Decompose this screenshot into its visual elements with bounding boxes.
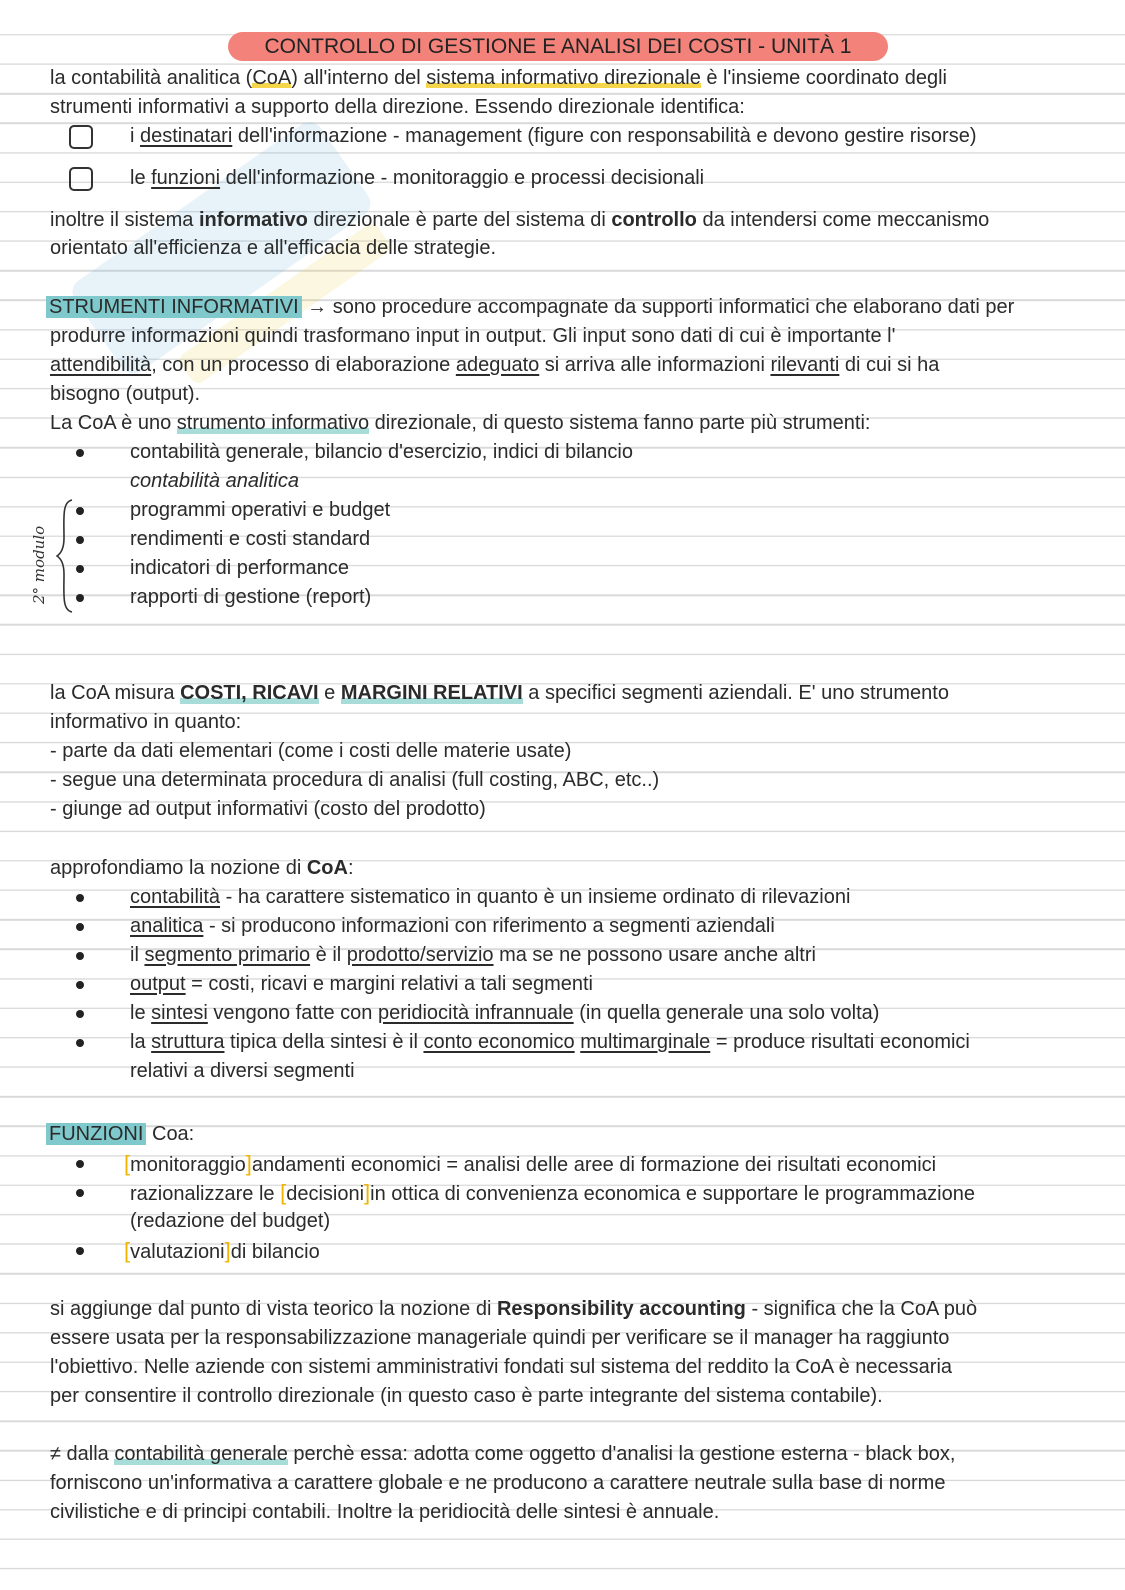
bullet-icon (76, 1039, 84, 1047)
strumenti-label: STRUMENTI INFORMATIVI (46, 296, 302, 318)
bullet-icon (76, 449, 84, 457)
bullet-icon (76, 1010, 84, 1018)
misura-line-1: la CoA misura COSTI, RICAVI e MARGINI RELATIVI a specifici segmenti aziendali. E' uno strumento (50, 682, 949, 704)
resp-line-3: l'obiettivo. Nelle aziende con sistemi amministrativi fondati sul sistema del reddito la CoA è necessaria (50, 1356, 953, 1378)
diff-line-2: forniscono un'informativa a carattere globale e ne producono a carattere neutrale sulla base di norme (50, 1472, 946, 1494)
strumenti-item-2: contabilità analitica (130, 470, 299, 492)
checkbox-2-text: le funzioni dell'informazione - monitoraggio e processi decisionali (130, 167, 705, 189)
bullet-icon (76, 1160, 84, 1168)
strumenti-line-4: bisogno (output). (50, 383, 201, 405)
funzioni-label: FUNZIONI (46, 1123, 146, 1145)
nozione-item-4: output = costi, ricavi e margini relativi a tali segmenti (130, 973, 593, 995)
checkbox-1-text: i destinatari dell'informazione - management (figure con responsabilità e devono gestire risorse) (130, 125, 977, 147)
bullet-icon (76, 565, 84, 573)
intro-line-2: strumenti informativi a supporto della direzione. Essendo direzionale identifica: (50, 96, 745, 118)
page-title: CONTROLLO DI GESTIONE E ANALISI DEI COSTI - UNITÀ 1 (228, 32, 888, 61)
nozione-item-5: le sintesi vengono fatte con peridiocità infrannuale (in quella generale una solo volta) (130, 1002, 880, 1024)
strumenti-item-3: programmi operativi e budget (130, 499, 391, 521)
nozione-item-3: il segmento primario è il prodotto/servizio ma se ne possono usare anche altri (130, 944, 816, 966)
misura-dash-3: - giunge ad output informativi (costo del prodotto) (50, 798, 486, 820)
bullet-icon (76, 536, 84, 544)
nozione-item-1: contabilità - ha carattere sistematico in quanto è un insieme ordinato di rilevazioni (130, 886, 851, 908)
checkbox-2[interactable] (69, 167, 93, 191)
handwritten-note: 2° modulo (30, 525, 48, 604)
strumenti-line-5: La CoA è uno strumento informativo direzionale, di questo sistema fanno parte più strumenti: (50, 412, 871, 434)
strumenti-line-3: attendibilità, con un processo di elaborazione adeguato si arriva alle informazioni rilevanti di cui si ha (50, 354, 940, 376)
checkbox-1[interactable] (69, 125, 93, 149)
bullet-icon (76, 594, 84, 602)
funzioni-heading: FUNZIONI Coa: (46, 1120, 194, 1149)
strumenti-item-6: rapporti di gestione (report) (130, 586, 372, 608)
resp-line-1: si aggiunge dal punto di vista teorico la nozione di Responsibility accounting - significa che la CoA può (50, 1298, 978, 1320)
strumenti-line-2: produrre informazioni quindi trasformano input in output. Gli input sono dati di cui è importante l' (50, 325, 896, 347)
diff-line-1: ≠ dalla contabilità generale perchè essa: adotta come oggetto d'analisi la gestione esterna - black box, (50, 1443, 956, 1465)
bullet-icon (76, 894, 84, 902)
resp-line-4: per consentire il controllo direzionale (in questo caso è parte integrante del sistema contabile). (50, 1385, 883, 1407)
funzioni-item-3: [valutazioni]di bilancio (124, 1238, 320, 1263)
nozione-item-6: la struttura tipica della sintesi è il conto economico multimarginale = produce risultati economici (130, 1031, 970, 1053)
funzioni-item-2-cont: (redazione del budget) (130, 1210, 331, 1232)
strumenti-item-1: contabilità generale, bilancio d'esercizio, indici di bilancio (130, 441, 633, 463)
nozione-item-2: analitica - si producono informazioni con riferimento a segmenti aziendali (130, 915, 775, 937)
strumenti-item-5: indicatori di performance (130, 557, 349, 579)
funzioni-item-2: razionalizzare le [decisioni]in ottica di convenienza economica e supportare le programmazione (130, 1180, 975, 1205)
funzioni-item-1: [monitoraggio]andamenti economici = analisi delle aree di formazione dei risultati economici (124, 1151, 937, 1176)
intro-para-2-line-1: inoltre il sistema informativo direzionale è parte del sistema di controllo da intendersi come meccanismo (50, 209, 990, 231)
bullet-icon (76, 1247, 84, 1255)
misura-dash-1: - parte da dati elementari (come i costi delle materie usate) (50, 740, 572, 762)
strumenti-line-1: STRUMENTI INFORMATIVI → sono procedure accompagnate da supporti informatici che elaborano dati per (46, 293, 1014, 322)
bullet-icon (76, 1189, 84, 1197)
nozione-heading: approfondiamo la nozione di CoA: (50, 857, 354, 879)
bullet-icon (76, 952, 84, 960)
misura-dash-2: - segue una determinata procedura di analisi (full costing, ABC, etc..) (50, 769, 660, 791)
misura-line-2: informativo in quanto: (50, 711, 242, 733)
resp-line-2: essere usata per la responsabilizzazione manageriale quindi per verificare se il manager ha raggiunto (50, 1327, 950, 1349)
intro-line-1: la contabilità analitica (CoA) all'interno del sistema informativo direzionale è l'insieme coordinato degli (50, 67, 947, 89)
curly-brace-icon (56, 498, 76, 614)
strumenti-item-4: rendimenti e costi standard (130, 528, 371, 550)
diff-line-3: civilistiche e di principi contabili. Inoltre la peridiocità delle sintesi è annuale. (50, 1501, 720, 1523)
bullet-icon (76, 923, 84, 931)
bullet-icon (76, 507, 84, 515)
nozione-item-6-cont: relativi a diversi segmenti (130, 1060, 355, 1082)
intro-para-2-line-2: orientato all'efficienza e all'efficacia delle strategie. (50, 237, 497, 259)
bullet-icon (76, 981, 84, 989)
